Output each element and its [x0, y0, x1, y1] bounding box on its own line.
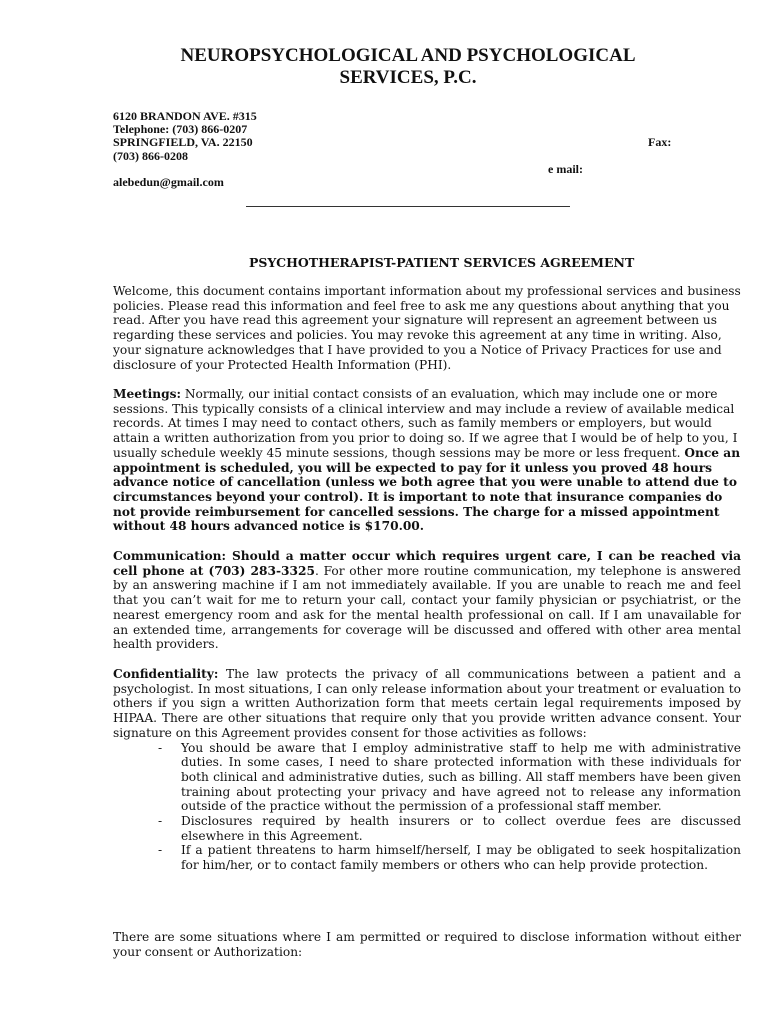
confidentiality-section [113, 667, 741, 873]
list-item-text: If a patient threatens to harm himself/herself, I may be obligated to seek hospitalization for him/her, or to contact family members or others who can help provide protection. [181, 843, 741, 873]
city-line: SPRINGFIELD, VA. 22150 [113, 135, 253, 149]
confidentiality-heading: Confidentiality: [113, 667, 219, 681]
communication-heading: Communication: [113, 549, 227, 563]
communication-paragraph [113, 549, 741, 652]
communication-text: . For other more routine communication, my telephone is answered by an answering machine if I am not immediately available. If you are unable to reach me and feel that you can’t wait for me to return your call, contact your family physician or psychiatrist, or the nearest emergency room and ask for the mental health professional on call. If I am unavailable for an extended time, arrangements for coverage will be discussed and offered with other area mental health providers. [113, 563, 741, 652]
list-item [113, 843, 741, 872]
meetings-heading: Meetings: [113, 387, 182, 401]
communication-bold-text: Should a matter occur which requires urgent care, I can be reached via cell phone at (703) 283-3325 [113, 549, 741, 578]
meetings-text: Normally, our initial contact consists of an evaluation, which may include one or more sessions. This typically consists of a clinical interview and may include a review of available medical records. At times I may need to contact others, such as family members or employers, but would attain a written authorization from you prior to doing so. If we agree that I would be of help to you, I usually schedule weekly 45 minute sessions, though sessions may be more or less frequent. [113, 387, 738, 460]
fax-label: Fax: [648, 135, 672, 149]
header-divider [246, 206, 570, 207]
list-item [113, 741, 741, 815]
confidentiality-paragraph [113, 667, 741, 741]
consent-list [113, 741, 741, 873]
confidentiality-text: The law protects the privacy of all communications between a patient and a psychologist. In most situations, I can only release information about your treatment or evaluation to others if you sign a written Authorization form that meets certain legal requirements imposed by HIPAA. There are other situations that require only that you provide written advance consent. Your signature on this Agreement provides consent for those activities as follows: [113, 667, 741, 740]
bullet-dash: - [158, 814, 163, 829]
welcome-paragraph: Welcome, this document contains important information about my professional services and business policies. Please read this information and feel free to ask me any questions about anything that you read. After you have read this agreement your signature will represent an agreement between us regarding these services and policies. You may revoke this agreement at any time in writing. Also, your signature acknowledges that I have provided to you a Notice of Privacy Practices for use and disclosure of your Protected Health Information (PHI). [113, 284, 741, 372]
telephone-line: Telephone: (703) 866-0207 [113, 122, 248, 136]
practice-title [0, 45, 770, 89]
email-label: e mail: [548, 162, 583, 176]
practice-title-line-1: NEUROPSYCHOLOGICAL AND PSYCHOLOGICAL [180, 45, 636, 66]
fax-number: (703) 866-0208 [113, 149, 188, 163]
meetings-paragraph [113, 387, 741, 534]
bullet-dash: - [158, 843, 163, 858]
list-item [113, 814, 741, 843]
practice-title-line-2: SERVICES, P.C. [339, 67, 477, 88]
email-address[interactable]: alebedun@gmail.com [113, 175, 224, 189]
closing-paragraph: There are some situations where I am permitted or required to disclose information without either your consent or Authorization: [113, 930, 741, 959]
list-item-text: Disclosures required by health insurers or to collect overdue fees are discussed elsewhere in this Agreement. [181, 814, 741, 843]
address-line: 6120 BRANDON AVE. #315 [113, 109, 257, 123]
bullet-dash: - [158, 740, 163, 755]
list-item-text: You should be aware that I employ administrative staff to help me with administrative duties. In some cases, I need to share protected information with these individuals for both clinical and administrative duties, such as billing. All staff members have been given training about protecting your privacy and have agreed not to release any information outside of the practice without the permission of a professional staff member. [181, 740, 741, 814]
meetings-bold-text: Once an appointment is scheduled, you will be expected to pay for it unless you proved 48 hours advance notice of cancellation (unless we both agree that you were unable to attend due to circumstances beyond your control). It is important to note that insurance companies do not provide reimbursement for cancelled sessions. The charge for a missed appointment without 48 hours advanced notice is $170.00. [113, 445, 741, 534]
agreement-title: PSYCHOTHERAPIST-PATIENT SERVICES AGREEMENT [249, 255, 635, 270]
